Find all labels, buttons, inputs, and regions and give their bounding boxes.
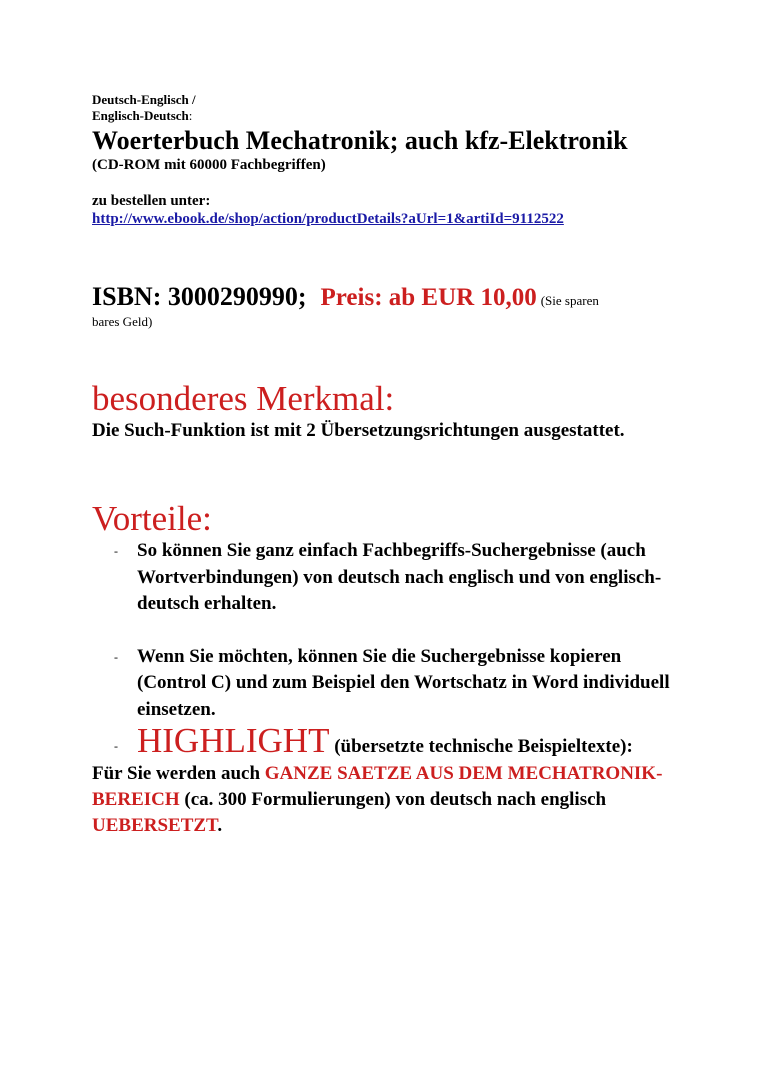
feature-text: Die Such-Funktion ist mit 2 Übersetzungsrichtungen ausgestattet. (92, 420, 625, 441)
list-item (92, 538, 692, 618)
isbn-price-line (92, 284, 692, 314)
document-page (92, 92, 692, 839)
list-item (92, 723, 692, 761)
closing-part-4: UEBERSETZT (92, 814, 218, 836)
feature-heading: besonderes Merkmal: (92, 379, 395, 418)
isbn-text: ISBN: 3000290990; (92, 282, 307, 311)
language-line-1: Deutsch-Englisch / (92, 92, 196, 107)
list-dash: - (114, 649, 118, 664)
price-text: Preis: ab EUR 10,00 (320, 284, 537, 311)
closing-part-3: (ca. 300 Formulierungen) von deutsch nach englisch (179, 788, 607, 810)
document-subtitle: (CD-ROM mit 60000 Fachbegriffen) (92, 157, 326, 173)
closing-part-1: Für Sie werden auch (92, 762, 265, 784)
closing-part-2: GANZE SAETZE AUS DEM MECHATRONIK-BEREICH (92, 762, 663, 810)
savings-note-part-2: bares Geld) (92, 314, 153, 329)
order-label: zu bestellen unter: (92, 193, 211, 209)
language-line-2 (92, 108, 692, 124)
advantages-heading: Vorteile: (92, 499, 212, 538)
advantage-text-2: Wenn Sie möchten, können Sie die Suchergebnisse kopieren (Control C) und zum Beispiel den Wortschatz in Word individuell einsetzen. (137, 645, 670, 720)
document-title: Woerterbuch Mechatronik; auch kfz-Elektronik (92, 126, 628, 155)
list-dash: - (114, 739, 118, 753)
advantage-text-1: So können Sie ganz einfach Fachbegriffs-Suchergebnisse (auch Wortverbindungen) von deutsch nach englisch und von englisch-deutsch erhalten. (137, 540, 662, 614)
savings-note-part-1: (Sie sparen (540, 293, 599, 308)
closing-part-5: . (217, 814, 223, 836)
closing-paragraph (92, 761, 692, 839)
list-item (92, 644, 692, 724)
advantage-text-3: (übersetzte technische Beispieltexte): (329, 736, 633, 757)
list-dash: - (114, 544, 118, 558)
language-line-2-colon: : (188, 108, 193, 123)
language-line-2-text: Englisch-Deutsch (92, 108, 189, 123)
advantages-list (92, 538, 692, 761)
highlight-label: HIGHLIGHT (137, 721, 330, 760)
order-link[interactable]: http://www.ebook.de/shop/action/productDetails?aUrl=1&artiId=9112522 (92, 211, 564, 227)
